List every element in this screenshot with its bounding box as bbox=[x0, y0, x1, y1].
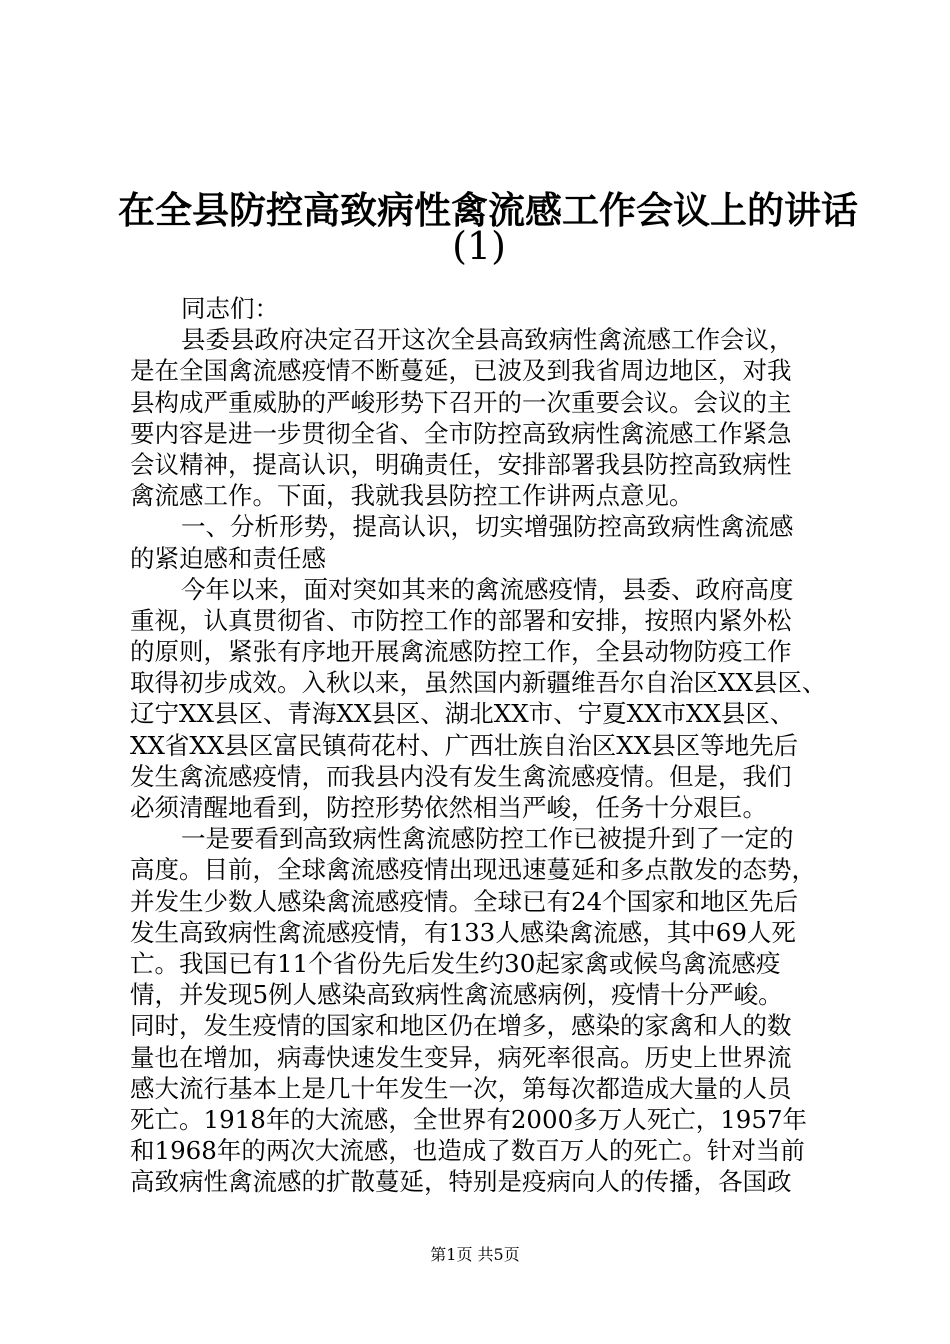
body-text-line: 县构成严重威胁的严峻形势下召开的一次重要会议。会议的主 bbox=[130, 387, 792, 417]
body-text-line: 高致病性禽流感的扩散蔓延，特别是疫病向人的传播，各国政 bbox=[130, 1167, 792, 1197]
body-text-line: 县委县政府决定召开这次全县高致病性禽流感工作会议， bbox=[181, 325, 794, 355]
body-text-line: 一是要看到高致病性禽流感防控工作已被提升到了一定的 bbox=[181, 824, 794, 854]
body-text-line: 和1968年的两次大流感，也造成了数百万人的死亡。针对当前 bbox=[130, 1136, 805, 1166]
body-text-line: 是在全国禽流感疫情不断蔓延，已波及到我省周边地区，对我 bbox=[130, 356, 792, 386]
body-text-line: 感大流行基本上是几十年发生一次，第每次都造成大量的人员 bbox=[130, 1073, 792, 1103]
document-title-number: (1) bbox=[452, 224, 506, 268]
body-text-line: 辽宁XX县区、青海XX县区、湖北XX市、宁夏XX市XX县区、 bbox=[130, 699, 795, 729]
body-text-line: 量也在增加，病毒快速发生变异，病死率很高。历史上世界流 bbox=[130, 1042, 792, 1072]
body-text-line: 同志们： bbox=[181, 294, 279, 323]
body-text-line: 必须清醒地看到，防控形势依然相当严峻，任务十分艰巨。 bbox=[130, 793, 767, 822]
document-title: 在全县防控高致病性禽流感工作会议上的讲话 bbox=[118, 188, 858, 232]
body-text-line: 发生禽流感疫情，而我县内没有发生禽流感疫情。但是，我们 bbox=[130, 761, 792, 791]
body-text-line: 取得初步成效。入秋以来，虽然国内新疆维吾尔自治区XX县区、 bbox=[130, 668, 827, 698]
body-text-line: 会议精神，提高认识，明确责任，安排部署我县防控高致病性 bbox=[130, 449, 792, 479]
body-text-line: 的紧迫感和责任感 bbox=[130, 543, 326, 573]
body-text-line: 的原则，紧张有序地开展禽流感防控工作，全县动物防疫工作 bbox=[130, 637, 792, 667]
body-text-line: 发生高致病性禽流感疫情，有133人感染禽流感，其中69人死 bbox=[130, 917, 796, 947]
body-text-line: 要内容是进一步贯彻全省、全市防控高致病性禽流感工作紧急 bbox=[130, 418, 792, 448]
body-text-line: 情，并发现5例人感染高致病性禽流感病例，疫情十分严峻。 bbox=[130, 980, 783, 1010]
body-text-line: 今年以来，面对突如其来的禽流感疫情，县委、政府高度 bbox=[181, 574, 794, 604]
body-text-line: 同时，发生疫情的国家和地区仍在增多，感染的家禽和人的数 bbox=[130, 1011, 792, 1041]
body-text-line: XX省XX县区富民镇荷花村、广西壮族自治区XX县区等地先后 bbox=[130, 730, 799, 760]
body-text-line: 重视，认真贯彻省、市防控工作的部署和安排，按照内紧外松 bbox=[130, 605, 792, 635]
body-text-line: 亡。我国已有11个省份先后发生约30起家禽或候鸟禽流感疫 bbox=[130, 948, 781, 978]
document-body bbox=[130, 293, 835, 1197]
body-text-line: 一、分析形势，提高认识，切实增强防控高致病性禽流感 bbox=[181, 512, 794, 542]
body-text-line: 高度。目前，全球禽流感疫情出现迅速蔓延和多点散发的态势， bbox=[130, 855, 816, 885]
page-footer: 第1页 共5页 bbox=[430, 1245, 520, 1264]
body-text-line: 禽流感工作。下面，我就我县防控工作讲两点意见。 bbox=[130, 481, 694, 511]
body-text-line: 并发生少数人感染禽流感疫情。全球已有24个国家和地区先后 bbox=[130, 886, 799, 916]
body-text-line: 死亡。1918年的大流感，全世界有2000多万人死亡，1957年 bbox=[130, 1104, 808, 1134]
